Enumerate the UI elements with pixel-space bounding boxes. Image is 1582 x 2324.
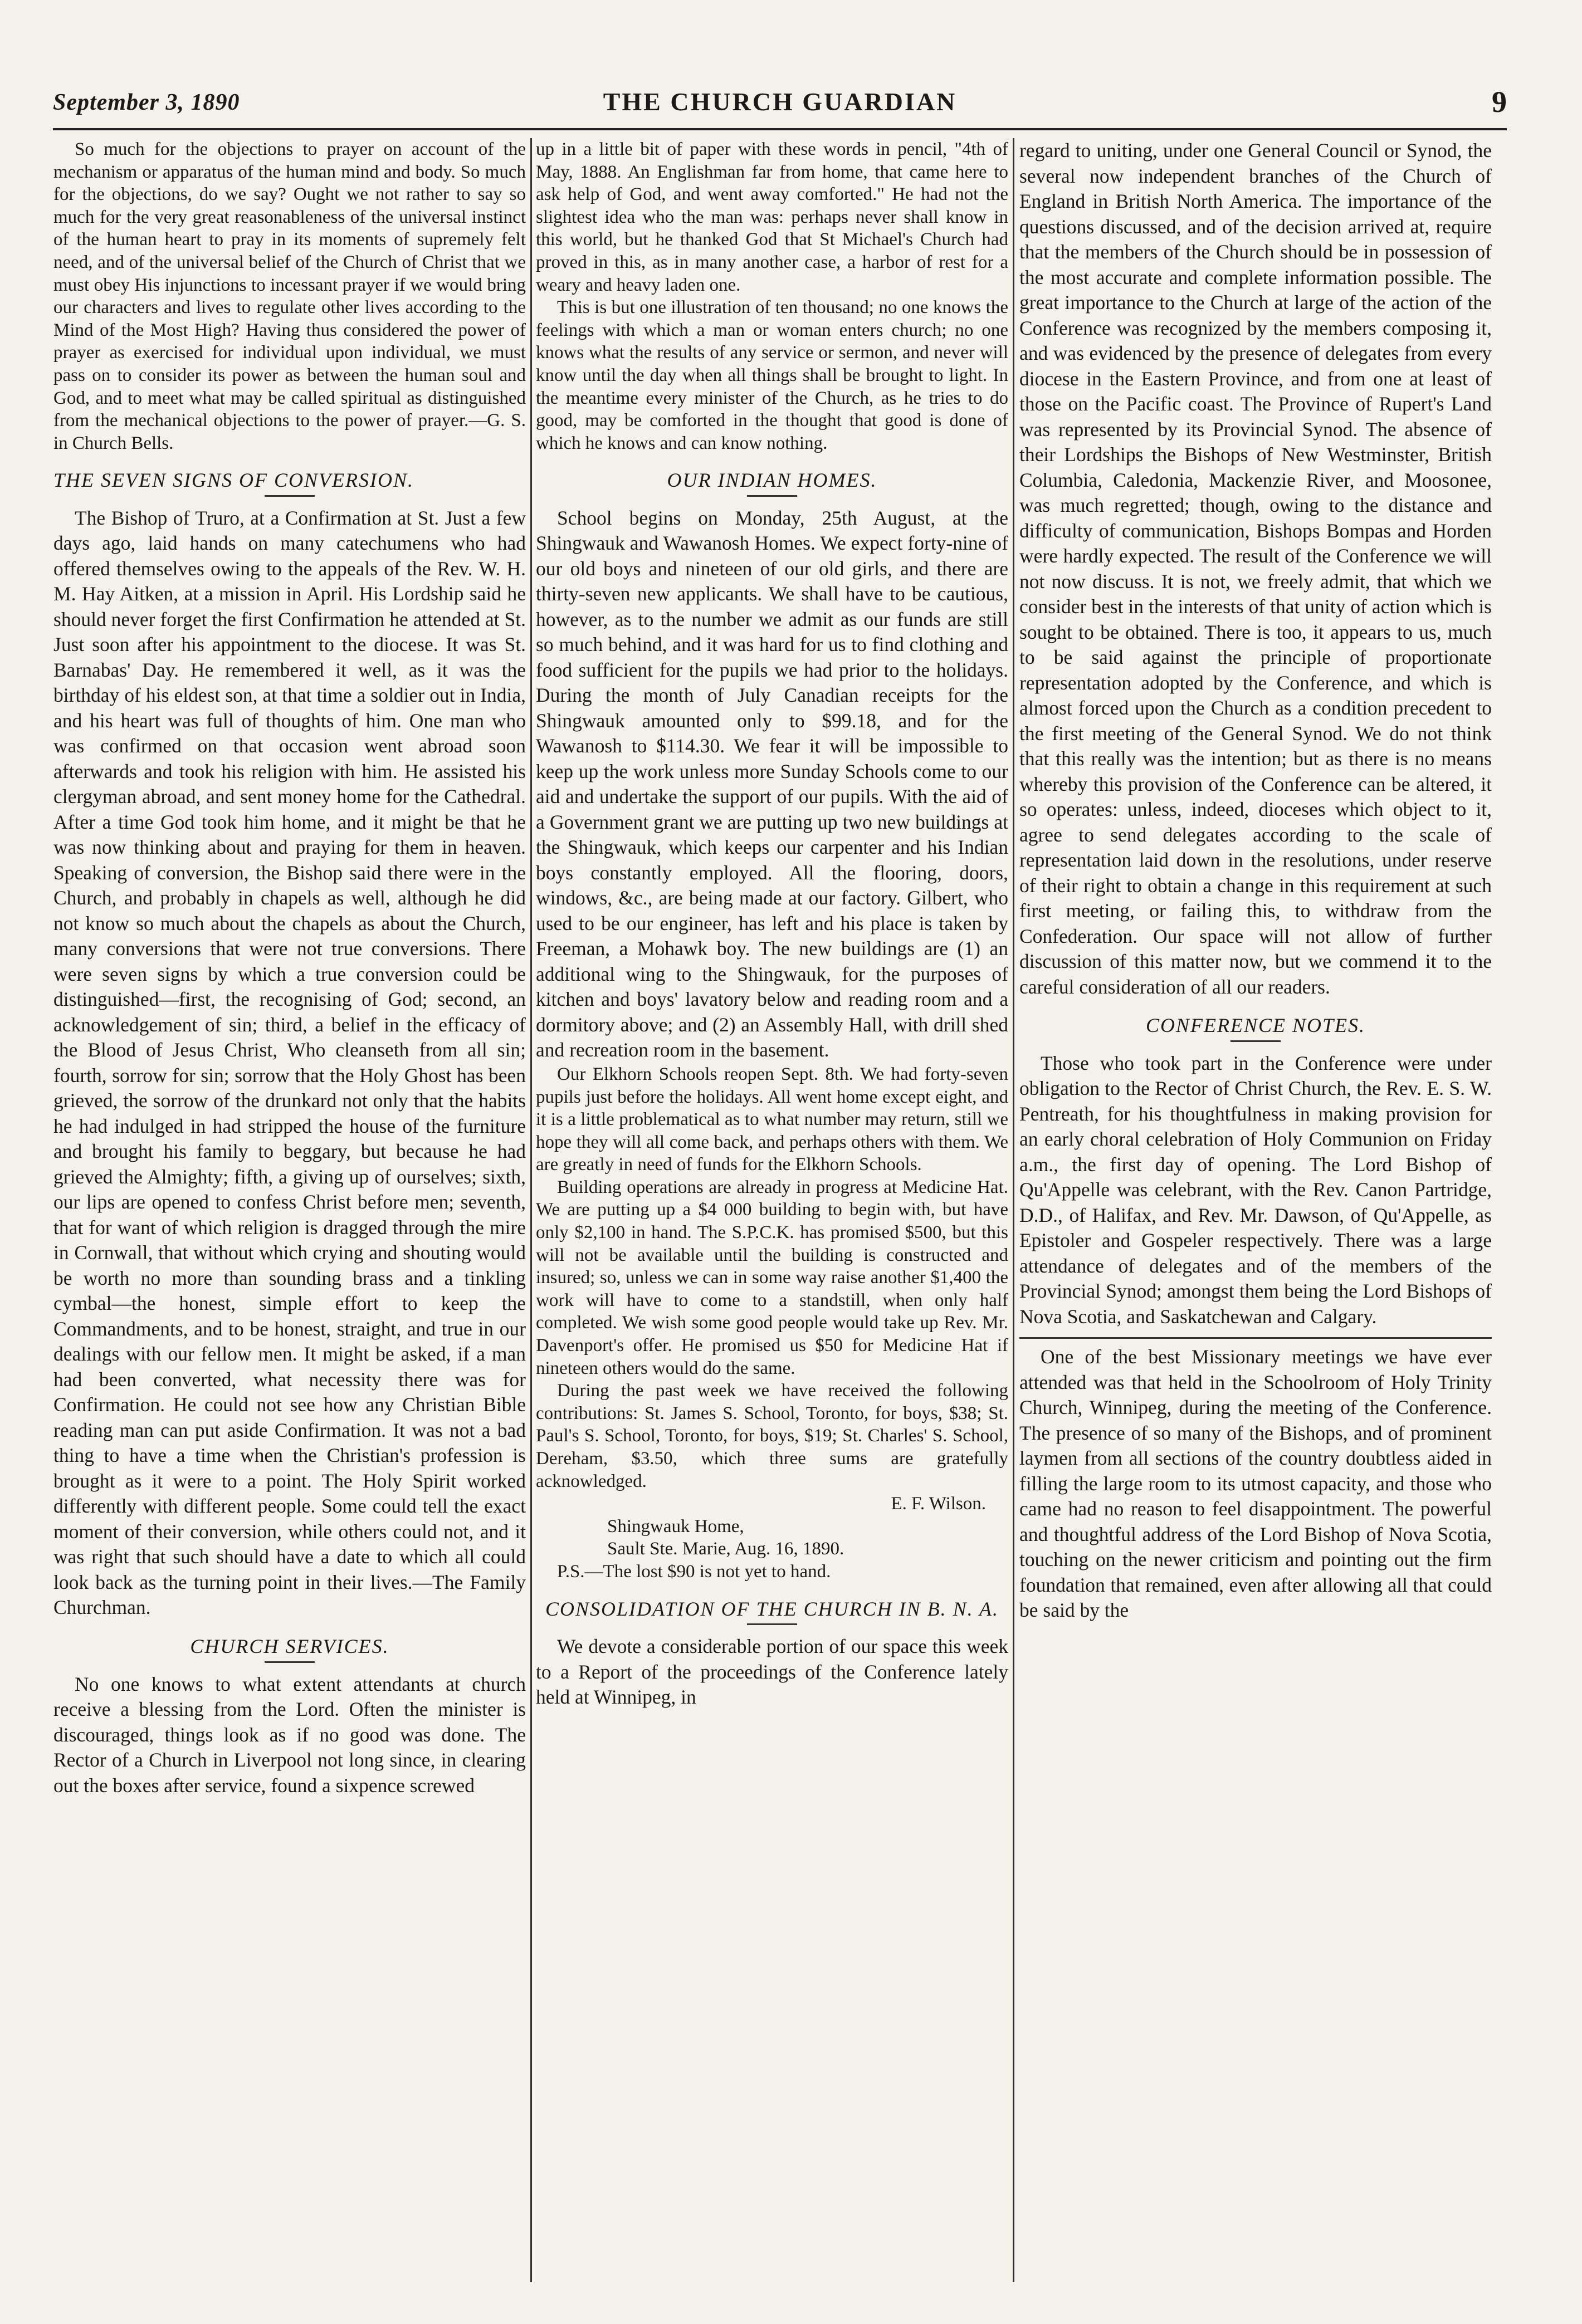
heading-rule: [747, 495, 797, 497]
column-1: [53, 138, 526, 2288]
article-paragraph: Building operations are already in progress at Medicine Hat. We are putting up a $4 000 building to begin with, but have only $2,100 in hand. The S.P.C.K. has promised $500, but this will not be available until the building is constructed and insured; so, unless we can in some way raise another $1,400 the work will have to come to a standstill, when only half completed. We wish some good people would take up Rev. Mr. Davenport's offer. He promised us $50 for Medicine Hat if nineteen others would do the same.: [536, 1177, 1008, 1378]
issue-date: September 3, 1890: [53, 90, 240, 115]
article-paragraph: regard to uniting, under one General Council or Synod, the several now independent branches of the Church of England in British North America. The importance of the questions discussed, and of the decision arrived at, require that the members of the Church should be in possession of the most accurate and complete information possible. The great importance to the Church at large of the action of the Conference was recognized by the members composing it, and was evidenced by the presence of delegates from every diocese in the Eastern Province, and from one at least of those on the Pacific coast. The Province of Rupert's Land was represented by its Provincial Synod. The absence of their Lordships the Bishops of New Westminster, British Columbia, Caledonia, Mackenzie River, and Moosonee, was much regretted; though, owing to the distance and difficulty of communication, Bishops Bompas and Horden were hardly expected. The result of the Conference we will not now discuss. It is not, we freely admit, that which we consider best in the interests of that unity of action which is sought to be obtained. There is too, it appears to us, much to be said against the principle of proportionate representation adopted by the Conference, and which is almost forced upon the Church as a condition precedent to the first meeting of the General Synod. We do not think that this really was the intention; but as there is no means whereby this provision of the Conference can be altered, it so operates: unless, indeed, dioceses which object to it, agree to send delegates according to the scale of representation laid down in the resolutions, under reserve of their right to obtain a change in this requirement at such first meeting, or failing this, to withdraw from the Confederation. Our space will not allow of further discussion of this matter now, but we commend it to the careful consideration of all our readers.: [1019, 139, 1492, 998]
dateline-place: Shingwauk Home,: [607, 1516, 744, 1537]
article-paragraph: This is but one illustration of ten thousand; no one knows the feelings with which a man or woman enters church; no one knows what the results of any service or sermon, and never will know until the day when all things shall be brought to light. In the meantime every minister of the Church, as he tries to do good, may be comforted in the thought that good is done of which he knows and can know nothing.: [536, 297, 1008, 453]
column-3: [1019, 138, 1492, 2288]
column-divider: [530, 138, 532, 2282]
masthead: [53, 84, 1507, 130]
article-heading: CONFERENCE NOTES.: [1145, 1014, 1366, 1036]
article-paragraph: So much for the objections to prayer on account of the mechanism or apparatus of the human mind and body. So much for the objections, do we say? Ought we not rather to say so much for the very great reasonableness of the universal instinct of the human heart to pray in its moments of supremely felt need, and of the universal belief of the Church of Christ that we must obey His injunctions to incessant prayer if we would bring our characters and lives to regulate other lives according to the Mind of the Most High? Having thus considered the power of prayer as exercised for individual upon individual, we must pass on to consider its power as between the human soul and God, and to meet what may be called spiritual as distinguished from the mechanical objections to the power of prayer.—G. S. in Church Bells.: [53, 139, 526, 453]
article-paragraph: Our Elkhorn Schools reopen Sept. 8th. We had forty-seven pupils just before the holidays. All went home except eight, and it is a little problematical as to what number may return, still we hope they will all come back, and perhaps others with them. We are greatly in need of funds for the Elkhorn Schools.: [536, 1064, 1008, 1175]
article-heading: THE SEVEN SIGNS OF CONVERSION.: [53, 469, 414, 492]
page-number: 9: [1492, 85, 1507, 119]
article-paragraph: up in a little bit of paper with these words in pencil, "4th of May, 1888. An Englishman far from home, that came here to ask help of God, and went away comforted." He had not the slightest idea who the man was: perhaps never shall know in this world, but he thanked God that St Michael's Church had proved in this, as in many another case, a harbor of rest for a weary and heavy laden one.: [536, 139, 1008, 295]
article-paragraph: The Bishop of Truro, at a Confirmation at St. Just a few days ago, laid hands on many catechumens who had offered themselves owing to the appeals of the Rev. W. H. M. Hay Aitken, at a mission in April. His Lordship said he should never forget the first Confirmation he attended at St. Just soon after his appointment to the diocese. It was St. Barnabas' Day. He remembered it well, as it was the birthday of his eldest son, at that time a soldier out in India, and his heart was full of thoughts of him. One man who was confirmed on that occasion went abroad soon afterwards and took his religion with him. He assisted his clergyman abroad, and sent money home for the Cathedral. After a time God took him home, and it might be that he was now thinking about and praying for them in heaven. Speaking of conversion, the Bishop said there were in the Church, and probably in chapels as well, although he did not know so much about the chapels as about the Church, many conversions that were not true conversions. There were seven signs by which a true conversion could be distinguished—first, the recognising of God; second, an acknowledgement of sin; third, a belief in the efficacy of the Blood of Jesus Christ, Who cleanseth from all sin; fourth, sorrow for sin; sorrow that the Holy Ghost has been grieved, the sorrow of the drunkard not only that the habits he had indulged in had stripped the house of the furniture and brought his family to beggary, but because he had grieved the Almighty; fifth, a giving up of ourselves; sixth, our lips are opened to confess Christ before men; seventh, that for want of which religion is dragged through the mire in Cornwall, that without which crying and shouting would be worth no more than sounding brass and a tinkling cymbal—the honest, simple effort to keep the Commandments, and to be honest, straight, and true in our dealings with our fellow men. It might be asked, if a man had been converted, what necessity there was for Confirmation. He could not see how any Christian Bible reading man can put aside Confirmation. It was not a bad thing to have a time when the Christian's profession is brought as it were to a point. The Holy Spirit worked differently with different people. Some could tell the exact moment of their conversion, while others could not, and it was right that such should have a date to which all could look back as the turning point in their lives.—The Family Churchman.: [53, 506, 526, 1619]
section-divider: [1019, 1337, 1492, 1339]
column-divider: [1013, 138, 1014, 2282]
article-paragraph: No one knows to what extent attendants at church receive a blessing from the Lord. Often the minister is discouraged, things look as if no good was done. The Rector of a Church in Liverpool not long since, in clearing out the boxes after service, found a sixpence screwed: [53, 1672, 526, 1797]
newspaper-title: THE CHURCH GUARDIAN: [603, 87, 957, 116]
article-paragraph: We devote a considerable portion of our space this week to a Report of the proceedings of the Conference lately held at Winnipeg, in: [536, 1635, 1008, 1709]
column-2: [536, 138, 1008, 2288]
heading-rule: [1231, 1040, 1281, 1042]
article-paragraph: School begins on Monday, 25th August, at the Shingwauk and Wawanosh Homes. We expect forty-nine of our old boys and nineteen of our old girls, and there are thirty-seven new applicants. We shall have to be cautious, however, as to the number we admit as our funds are still so much behind, and it was hard for us to find clothing and food sufficient for the pupils we had prior to the holidays. During the month of July Canadian receipts for the Shingwauk amounted only to $99.18, and for the Wawanosh to $114.30. We fear it will be impossible to keep up the work unless more Sunday Schools come to our aid and undertake the support of our pupils. With the aid of a Government grant we are putting up two new buildings at the Shingwauk, which keeps our carpenter and his Indian boys constantly employed. All the flooring, doors, windows, &c., are being made at our factory. Gilbert, who used to be our engineer, has left and his place is taken by Freeman, a Mohawk boy. The new buildings are (1) an additional wing to the Shingwauk, for the purposes of kitchen and boys' lavatory below and reading room and a dormitory above; and (2) an Assembly Hall, with drill shed and recreation room in the basement.: [536, 506, 1008, 1061]
article-paragraph: Those who took part in the Conference were under obligation to the Rector of Christ Church, the Rev. E. S. W. Pentreath, for his thoughtfulness in making provision for an early choral celebration of Holy Communion on Friday a.m., the first day of opening. The Lord Bishop of Qu'Appelle was celebrant, with the Rev. Canon Partridge, D.D., of Halifax, and Rev. Mr. Dawson, of Qu'Appelle, as Epistoler and Gospeler respectively. There was a large attendance of delegates and of the members of the Provincial Synod; amongst them being the Lord Bishops of Nova Scotia, and Saskatchewan and Calgary.: [1019, 1051, 1492, 1328]
heading-rule: [265, 1661, 315, 1663]
dateline-date: Sault Ste. Marie, Aug. 16, 1890.: [607, 1539, 844, 1559]
article-heading: OUR INDIAN HOMES.: [667, 469, 877, 492]
heading-rule: [747, 1623, 797, 1625]
article-paragraph: During the past week we have received the following contributions: St. James S. School, Toronto, for boys, $38; St. Paul's S. School, Toronto, for boys, $19; St. Charles' S. School, Dereham, $3.50, which three sums are gratefully acknowledged.: [536, 1381, 1008, 1491]
article-heading: CONSOLIDATION OF THE CHURCH IN B. N. A.: [545, 1597, 999, 1620]
article-paragraph: One of the best Missionary meetings we have ever attended was that held in the Schoolroom of Holy Trinity Church, Winnipeg, during the meeting of the Conference. The presence of so many of the Bishops, and of prominent laymen from all sections of the country doubtless aided in filling the large room to its utmost capacity, and those who came had no reason to feel disappointment. The powerful and thoughtful address of the Lord Bishop of Nova Scotia, touching on the newer criticism and pointing out the firm foundation that remained, even after allowing all that could be said by the: [1019, 1346, 1492, 1622]
article-heading: CHURCH SERVICES.: [190, 1635, 389, 1657]
signature: E. F. Wilson.: [891, 1494, 986, 1514]
heading-rule: [265, 495, 315, 497]
postscript: P.S.—The lost $90 is not yet to hand.: [557, 1561, 831, 1582]
